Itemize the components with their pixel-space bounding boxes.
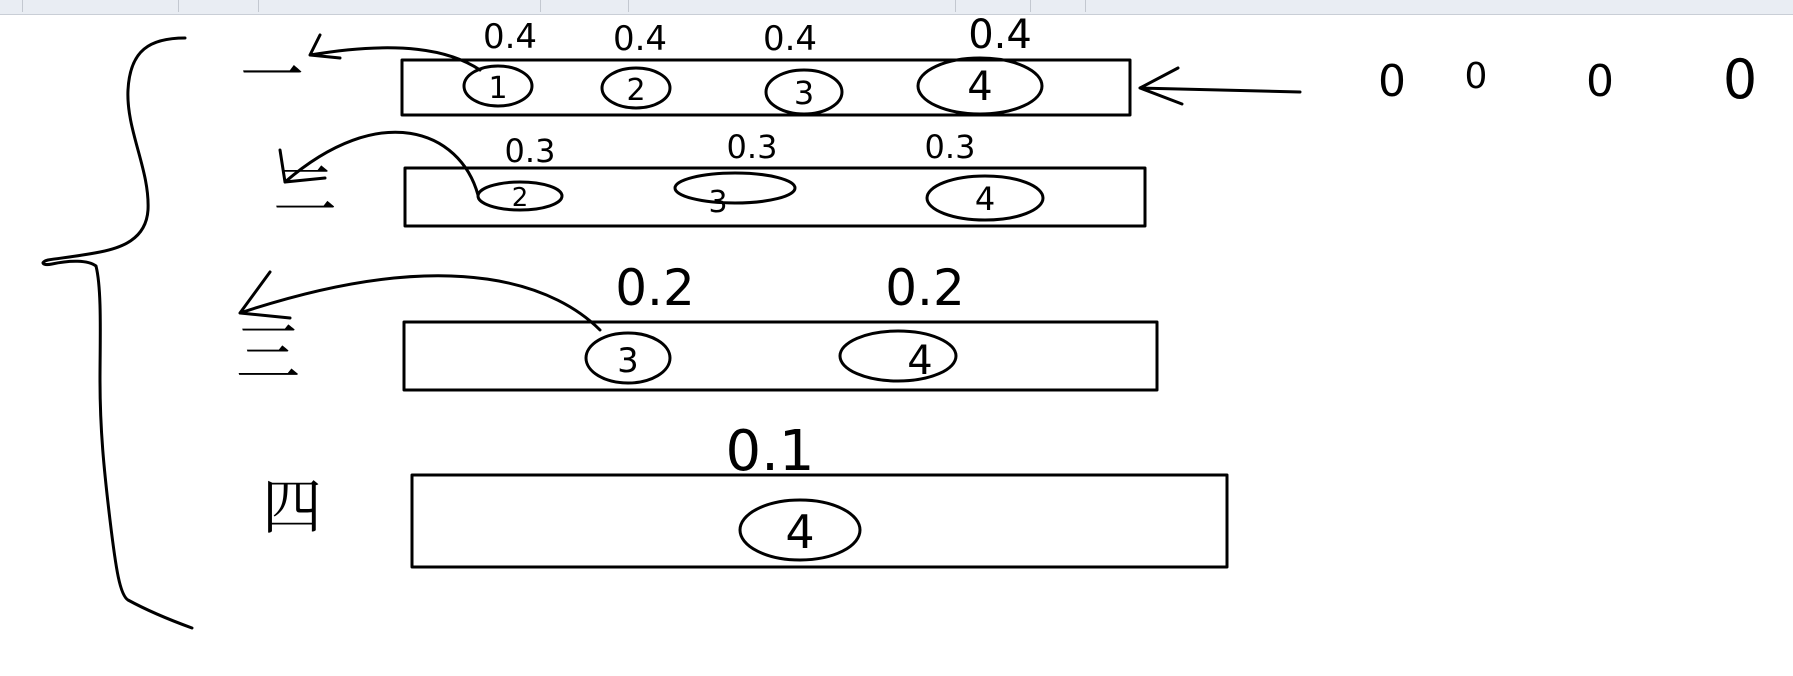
row-1-item-label: 3 xyxy=(793,74,815,112)
row-4-item-label: 4 xyxy=(785,505,815,559)
row-1-item-label: 4 xyxy=(967,64,993,110)
row-2-item-label: 3 xyxy=(708,185,728,220)
row-3-probability-label: 0.2 xyxy=(615,259,695,317)
row-2-item-circle xyxy=(675,173,795,203)
row-2-probability-label: 0.3 xyxy=(726,128,778,166)
row-2-item-label: 4 xyxy=(974,180,996,218)
row-4-box xyxy=(412,475,1227,567)
input-mark: 0 xyxy=(1722,48,1758,111)
left-brace xyxy=(43,38,192,628)
row-2-probability-label: 0.3 xyxy=(924,128,976,166)
row-numeral-4: 四 xyxy=(262,473,322,543)
row-numeral-2: 二 xyxy=(273,154,337,228)
row-3-item-label: 4 xyxy=(907,338,933,384)
row-2-probability-label: 0.3 xyxy=(504,132,556,170)
row-3-item-circle xyxy=(840,331,956,381)
input-mark: 0 xyxy=(1586,56,1614,107)
row-3-box xyxy=(404,322,1157,390)
input-mark: 0 xyxy=(1378,56,1406,107)
row-1-input-arrow xyxy=(1140,68,1300,104)
row-1-arrow xyxy=(310,35,480,70)
row-1-item-label: 2 xyxy=(626,73,646,108)
row-1-item-label: 1 xyxy=(488,71,508,106)
row-1-probability-label: 0.4 xyxy=(968,12,1032,58)
row-1-probability-label: 0.4 xyxy=(612,19,668,59)
input-mark: 0 xyxy=(1464,56,1488,97)
row-3-item-label: 3 xyxy=(617,341,639,381)
row-3-probability-label: 0.2 xyxy=(885,259,965,317)
row-numeral-1: 一 xyxy=(240,40,304,114)
row-1-probability-label: 0.4 xyxy=(482,17,538,57)
row-1-probability-label: 0.4 xyxy=(762,19,818,59)
row-numeral-3: 三 xyxy=(236,317,300,391)
row-2-item-label: 2 xyxy=(511,183,529,213)
row-4-probability-label: 0.1 xyxy=(725,419,815,484)
